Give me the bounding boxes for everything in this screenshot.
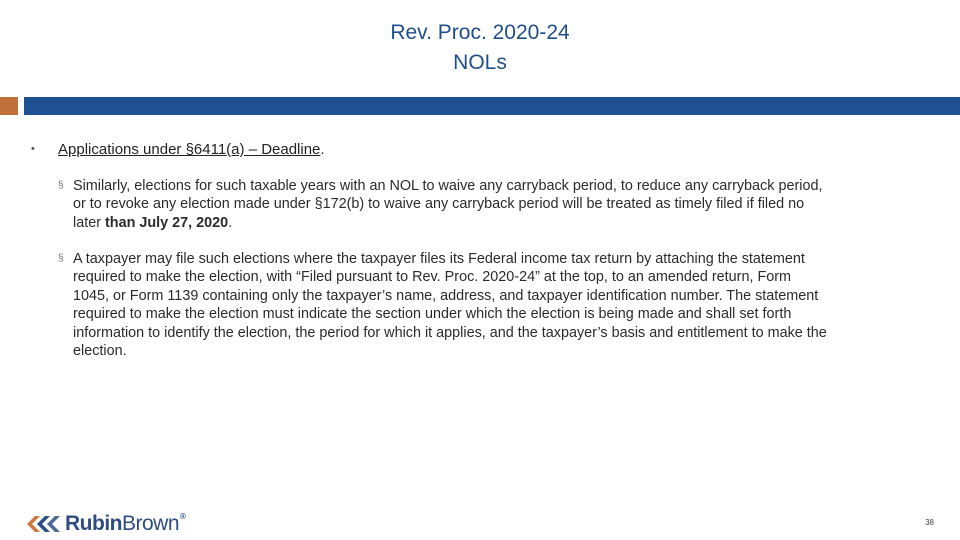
title-line-1: Rev. Proc. 2020-24 (390, 21, 570, 44)
main-bullet (58, 141, 325, 158)
sub-item-deadline-bold: than July 27, 2020 (105, 214, 229, 231)
rubinbrown-diamond-icon (27, 514, 63, 534)
slide-title (0, 18, 960, 78)
sub-list-2 (58, 250, 828, 360)
main-bullet-underlined: Applications under §6411(a) – Deadline (58, 141, 321, 158)
sub-item-text: A taxpayer may file such elections where the taxpayer files its Federal income tax return by attaching the statement required to make the election, with “Filed pursuant to Rev. Proc. 2020-24” at the top, to an amended return, Form 1045, or Form 1139 containing only the taxpayer’s name, address, and taxpayer identification number. The statement required to make the election must indicate the section under which the election is being made and shall set forth information to identify the election, the period for which it applies, and the taxpayer’s basis and entitlement to make the election. (73, 251, 827, 360)
page-number: 38 (925, 518, 934, 527)
accent-square (0, 97, 18, 115)
registered-mark: ® (180, 512, 186, 521)
logo-word-rubin: Rubin (65, 512, 122, 535)
sub-item-text-after: . (228, 214, 233, 231)
accent-bar (24, 97, 960, 115)
logo-word-brown: Brown (121, 512, 180, 535)
main-bullet-suffix: . (320, 141, 325, 158)
bullet-marker: • (31, 143, 35, 155)
section-marker: § (58, 253, 64, 264)
sub-list-1 (58, 177, 828, 232)
section-marker: § (58, 180, 64, 191)
sub-item-text-before: Similarly, elections for such taxable years with an NOL to waive any carryback period, to reduce any carryback period, or to revoke any election made under §172(b) to waive any carryback period will be treated as timely filed if filed no later (73, 178, 823, 231)
sub-item-filing (58, 250, 828, 360)
logo-wordmark (65, 512, 185, 536)
rubinbrown-logo (27, 512, 185, 536)
title-line-2: NOLs (453, 51, 507, 74)
sub-item-elections (58, 177, 828, 232)
